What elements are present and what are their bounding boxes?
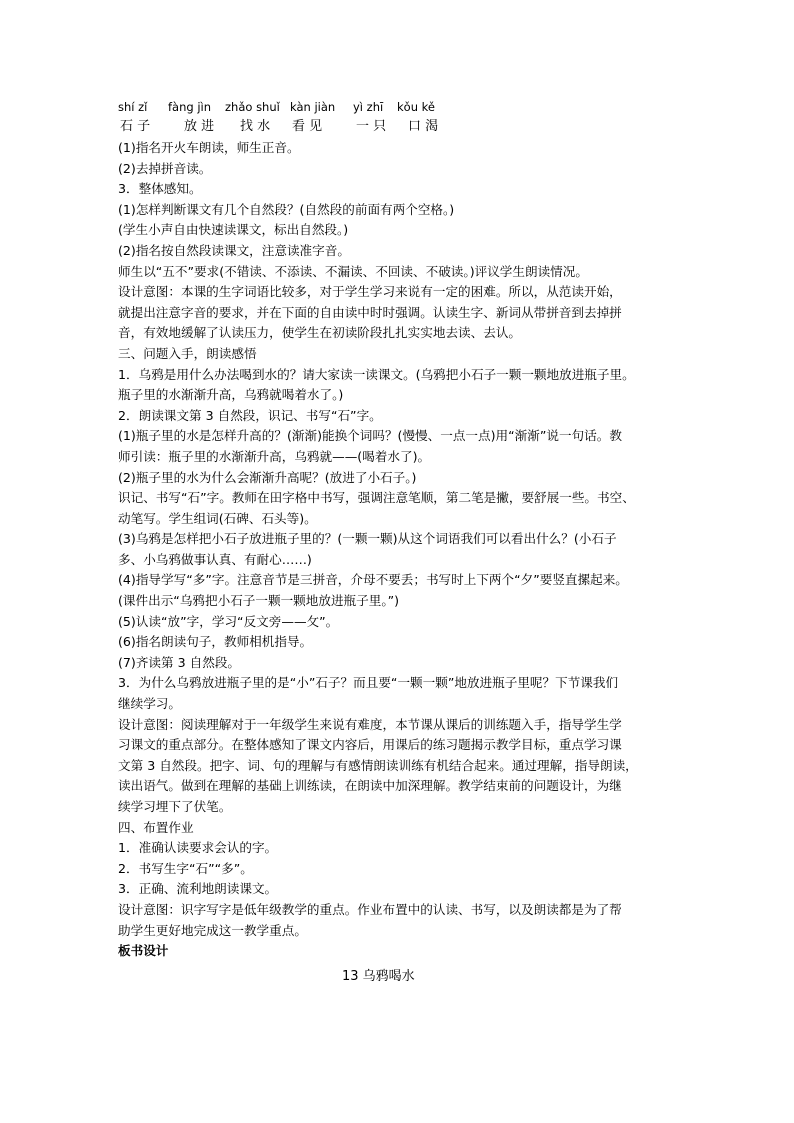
text-line: 就提出注意字音的要求，并在下面的自由读中时时强调。认读生字、新词从带拼音到去掉拼 xyxy=(118,304,622,320)
text-line: 设计意图：阅读理解对于一年级学生来说有难度，本节课从课后的训练题入手，指导学生学 xyxy=(118,716,622,732)
text-line: 3．为什么乌鸦放进瓶子里的是“小”石子？而且要“一颗一颗”地放进瓶子里呢？下节课我们 xyxy=(118,675,619,691)
hanzi-word: 一 只 xyxy=(356,119,387,134)
text-line: 读出语气。做到在理解的基础上训练读，在朗读中加深理解。教学结束前的问题设计，为继 xyxy=(118,778,622,794)
text-line: 习课文的重点部分。在整体感知了课文内容后，用课后的练习题揭示教学目标，重点学习课 xyxy=(118,737,622,753)
text-line: 动笔写。学生组词(石碑、石头等)。 xyxy=(118,510,317,526)
text-line: (2)瓶子里的水为什么会渐渐升高呢？(放进了小石子。) xyxy=(118,469,417,485)
text-line: 师生以“五不”要求(不错读、不添读、不漏读、不回读、不破读。)评议学生朗读情况。 xyxy=(118,263,588,279)
text-line: 识记、书写“石”字。教师在田字格中书写，强调注意笔顺，第二笔是撇，要舒展一些。书空、 xyxy=(118,490,635,506)
text-line: 设计意图：本课的生字词语比较多，对于学生学习来说有一定的困难。所以，从范读开始， xyxy=(118,284,622,300)
text-line: (1)怎样判断课文有几个自然段？(自然段的前面有两个空格。) xyxy=(118,201,455,217)
board-design-heading: 板书设计 xyxy=(118,943,169,959)
hanzi-word: 石 子 xyxy=(120,119,151,134)
text-line: 音，有效地缓解了认读压力，使学生在初读阶段扎扎实实地去读、去认。 xyxy=(118,325,521,341)
text-line: 3．正确、流利地朗读课文。 xyxy=(118,881,278,897)
text-line: 3．整体感知。 xyxy=(118,181,202,197)
pinyin-row xyxy=(118,98,690,116)
pinyin-word: fàng jìn xyxy=(168,100,212,114)
text-line: (1)瓶子里的水是怎样升高的？(渐渐)能换个词吗？(慢慢、一点一点)用“渐渐”说一句话。教 xyxy=(118,428,622,444)
section-heading: 三、问题入手，朗读感悟 xyxy=(118,345,257,361)
text-line: 继续学习。 xyxy=(118,696,181,712)
hanzi-word: 找 水 xyxy=(240,119,271,134)
text-line: (1)指名开火车朗读，师生正音。 xyxy=(118,140,300,155)
hanzi-word: 看 见 xyxy=(292,119,323,134)
hanzi-row xyxy=(118,116,690,138)
text-line: (2)指名按自然段读课文，注意读准字音。 xyxy=(118,242,350,258)
text-line: (课件出示“乌鸦把小石子一颗一颗地放进瓶子里。”) xyxy=(118,593,400,609)
section-heading: 四、布置作业 xyxy=(118,819,194,835)
text-line: 文第 3 自然段。把字、词、句的理解与有感情朗读训练有机结合起来。通过理解，指导朗读， xyxy=(118,757,638,773)
text-line: (学生小声自由快速读课文，标出自然段。) xyxy=(118,222,349,238)
text-line: 瓶子里的水渐渐升高，乌鸦就喝着水了。) xyxy=(118,387,344,403)
text-line: 续学习埋下了伏笔。 xyxy=(118,799,232,814)
pinyin-word: kǒu kě xyxy=(397,100,435,114)
text-line: 设计意图：识字写字是低年级教学的重点。作业布置中的认读、书写，以及朗读都是为了帮 xyxy=(118,901,622,917)
text-line: (3)乌鸦是怎样把小石子放进瓶子里的？(一颗一颗)从这个词语我们可以看出什么？(小石子 xyxy=(118,531,617,547)
text-line: 2．朗读课文第 3 自然段，识记、书写“石”字。 xyxy=(118,407,382,423)
text-line: (6)指名朗读句子，教师相机指导。 xyxy=(118,634,313,650)
text-line: 1．准确认读要求会认的字。 xyxy=(118,840,278,856)
pinyin-word: zhǎo shuǐ xyxy=(225,100,280,114)
hanzi-word: 口 渴 xyxy=(408,119,439,134)
text-line: 多、小乌鸦做事认真、有耐心……) xyxy=(118,551,312,567)
text-line: 师引读：瓶子里的水渐渐升高，乌鸦就——(喝着水了)。 xyxy=(118,448,431,464)
text-line: (5)认读“放”字，学习“反文旁——攵”。 xyxy=(118,613,339,629)
document-page xyxy=(118,98,690,988)
pinyin-word: shí zǐ xyxy=(118,100,148,114)
board-title: 13 乌鸦喝水 xyxy=(342,968,415,984)
text-line: 助学生更好地完成这一教学重点。 xyxy=(118,922,307,938)
text-line: (7)齐读第 3 自然段。 xyxy=(118,654,241,670)
text-line: (2)去掉拼音读。 xyxy=(118,160,212,176)
text-line: 1．乌鸦是用什么办法喝到水的？请大家读一读课文。(乌鸦把小石子一颗一颗地放进瓶子里。 xyxy=(118,366,635,382)
text-line: (4)指导学写“多”字。注意音节是三拼音，介母不要丢；书写时上下两个“夕”要竖直摞起来。 xyxy=(118,572,628,588)
body-text xyxy=(118,138,690,962)
pinyin-word: kàn jiàn xyxy=(290,100,336,114)
text-line: 2．书写生字“石”“多”。 xyxy=(118,860,253,876)
pinyin-word: yì zhī xyxy=(353,100,384,114)
hanzi-word: 放 进 xyxy=(184,119,215,134)
